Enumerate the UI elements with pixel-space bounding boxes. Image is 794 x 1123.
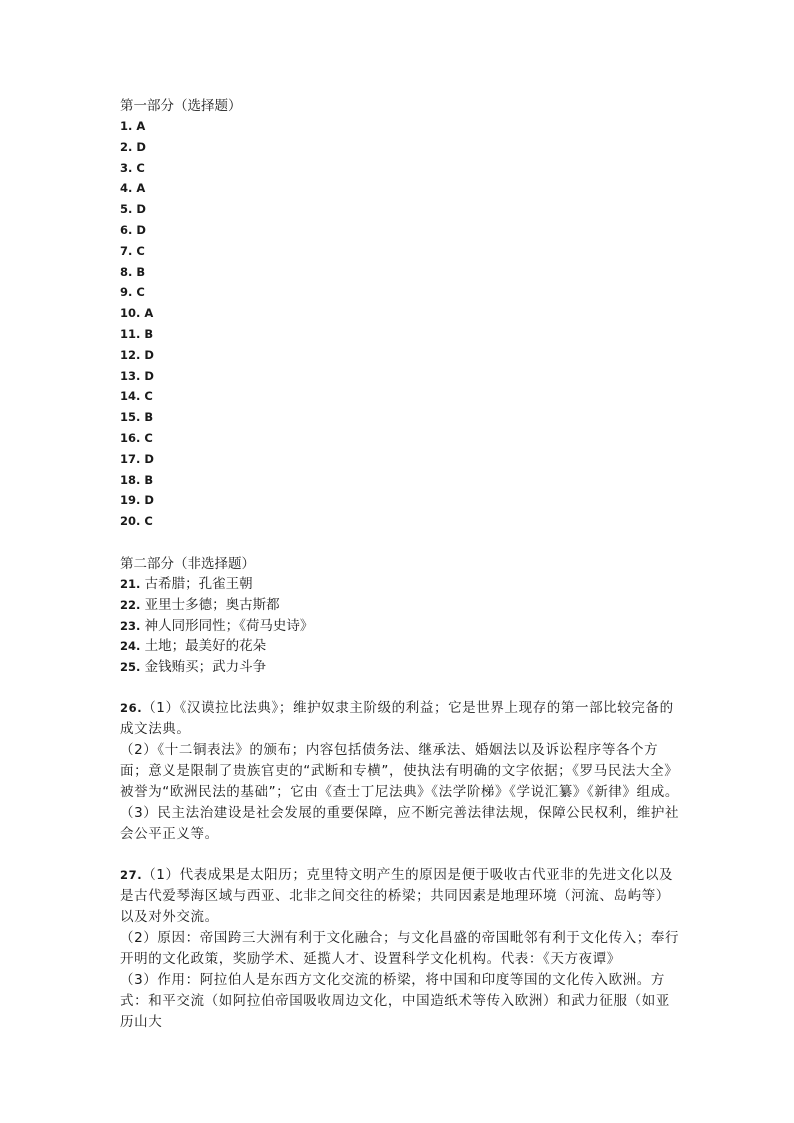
question-27-answer xyxy=(120,865,680,1033)
answer-text: 土地；最美好的花朵 xyxy=(140,638,267,655)
mcq-answer: 5. D xyxy=(120,202,146,217)
q26-part2: （2）《十二铜表法》的颁布；内容包括债务法、继承法、婚姻法以及诉讼程序等各个方面；意义是限制了贵族官吏的“武断和专横”，使执法有明确的文字依据；《罗马民法大全》被誉为“欧洲民法的基础”；它由《查士丁尼法典》《法学阶梯》《学说汇纂》《新律》组成。 xyxy=(120,741,679,800)
question-number: 25. xyxy=(120,660,141,675)
spacer xyxy=(120,532,680,554)
question-number: 27. xyxy=(120,867,143,882)
spacer xyxy=(120,845,680,865)
part1-title: 第一部分（选择题） xyxy=(120,98,242,114)
mcq-answer: 20. C xyxy=(120,514,153,529)
fill-answer xyxy=(120,657,680,678)
mcq-answer-list xyxy=(120,116,680,532)
fill-answer xyxy=(120,616,680,637)
q26-part1 xyxy=(120,698,680,740)
mcq-answer: 15. B xyxy=(120,410,154,425)
question-number: 22. xyxy=(120,597,141,612)
mcq-answer: 12. D xyxy=(120,347,154,362)
mcq-answer: 8. B xyxy=(120,264,146,279)
part2-title: 第二部分（非选择题） xyxy=(120,555,255,572)
question-number: 26. xyxy=(120,700,143,715)
mcq-answer: 14. C xyxy=(120,389,153,404)
answer-sheet xyxy=(120,96,680,1033)
question-26-answer xyxy=(120,698,680,845)
q26-part3: （3）民主法治建设是社会发展的重要保障，应不断完善法律法规，保障公民权利，维护社会公平正义等。 xyxy=(120,804,680,842)
question-number: 23. xyxy=(120,618,141,633)
mcq-answer: 7. C xyxy=(120,243,145,258)
mcq-answer: 2. D xyxy=(120,139,146,154)
answer-text: （1）《汉谟拉比法典》；维护奴隶主阶级的利益；它是世界上现存的第一部比较完备的成文法典。 xyxy=(120,699,674,737)
answer-text: 亚里士多德；奥古斯都 xyxy=(140,596,280,613)
mcq-answer: 11. B xyxy=(120,326,154,341)
mcq-answer: 16. C xyxy=(120,430,153,445)
answer-text: 古希腊；孔雀王朝 xyxy=(140,575,253,592)
mcq-answer: 10. A xyxy=(120,306,154,321)
q27-part1 xyxy=(120,865,680,928)
mcq-answer: 3. C xyxy=(120,160,145,175)
q27-part3: （3）作用：阿拉伯人是东西方文化交流的桥梁，将中国和印度等国的文化传入欧洲。方式：和平交流（如阿拉伯帝国吸收周边文化，中国造纸术等传入欧洲）和武力征服（如亚历山大 xyxy=(120,971,670,1030)
fill-answer xyxy=(120,574,680,595)
mcq-answer: 19. D xyxy=(120,493,154,508)
fill-answer xyxy=(120,636,680,657)
answer-text: 金钱贿买；武力斗争 xyxy=(140,659,267,676)
fill-answer xyxy=(120,595,680,616)
mcq-answer: 4. A xyxy=(120,181,146,196)
mcq-answer: 18. B xyxy=(120,472,154,487)
mcq-answer: 1. A xyxy=(120,119,146,133)
question-number: 21. xyxy=(120,576,141,591)
question-number: 24. xyxy=(120,639,141,654)
q27-part2: （2）原因：帝国跨三大洲有利于文化融合；与文化昌盛的帝国毗邻有利于文化传入；奉行开明的文化政策，奖励学术、延揽人才、设置科学文化机构。代表：《天方夜谭》 xyxy=(120,929,680,967)
mcq-answer: 13. D xyxy=(120,368,154,383)
answer-text: 神人同形同性；《荷马史诗》 xyxy=(140,617,314,634)
fill-answer-list xyxy=(120,574,680,678)
answer-text: （1）代表成果是太阳历；克里特文明产生的原因是便于吸收古代亚非的先进文化以及是古代爱琴海区域与西亚、北非之间交往的桥梁；共同因素是地理环境（河流、岛屿等）以及对外交流。 xyxy=(120,866,674,925)
spacer xyxy=(120,678,680,698)
mcq-answer: 9. C xyxy=(120,285,145,300)
mcq-answer: 6. D xyxy=(120,222,146,237)
mcq-answer: 17. D xyxy=(120,451,154,466)
